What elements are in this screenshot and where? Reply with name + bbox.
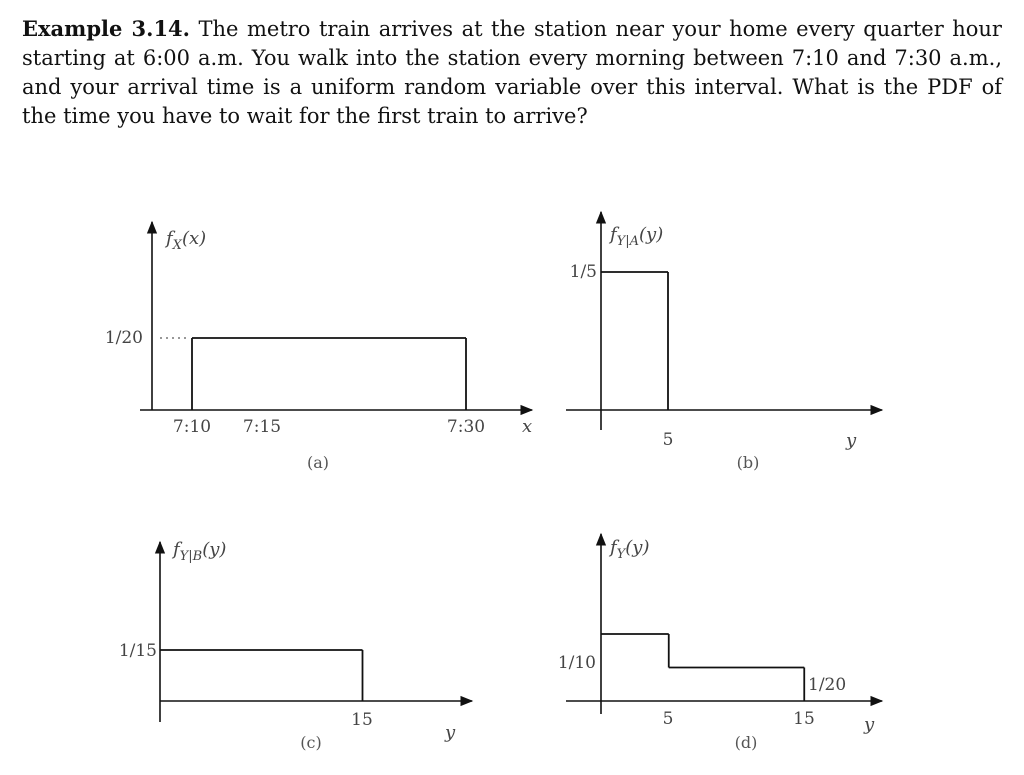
panel-b — [566, 212, 882, 472]
panel-a-x-tick-715: 7:15 — [242, 417, 282, 437]
panel-d-ylabel: $f_Y(y)$ — [610, 537, 650, 562]
panel-d-xlabel: y — [864, 714, 875, 735]
panel-a-xlabel: x — [522, 416, 533, 437]
panel-c-y-tick: 1/15 — [118, 641, 157, 661]
example-heading: Example 3.14. — [22, 16, 190, 41]
panel-a-x-tick-710: 7:10 — [172, 417, 212, 437]
panel-d-x-tick-5: 5 — [662, 709, 674, 729]
panel-c-x-tick-15: 15 — [351, 710, 373, 730]
panel-a-ylabel: $f_X(x)$ — [166, 228, 207, 253]
panel-c-caption: (c) — [300, 733, 322, 752]
panel-a — [105, 222, 532, 472]
panel-d-step-label: 1/20 — [808, 675, 847, 695]
panel-b-xlabel: y — [846, 430, 857, 451]
panel-d-y-tick: 1/10 — [557, 653, 596, 673]
example-text: The metro train arrives at the station near your home every quarter hour starting at 6:00 a.m. You walk into the station every morning between 7:10 and 7:30 a.m., and your arrival time is a uniform random variable over this interval. What is the PDF of the time you have to wait for the first train to arrive? — [22, 17, 1002, 128]
panel-c-ylabel: $f_{Y|B}(y)$ — [173, 539, 227, 564]
panel-a-y-tick: 1/20 — [104, 328, 143, 348]
panel-a-x-tick-730: 7:30 — [446, 417, 486, 437]
panel-b-ylabel: $f_{Y|A}(y)$ — [610, 224, 664, 249]
panel-c-xlabel: y — [445, 722, 456, 743]
panel-b-y-tick: 1/5 — [569, 262, 597, 282]
panel-d-caption: (d) — [734, 733, 758, 752]
panel-c — [119, 539, 472, 752]
panel-b-x-tick-5: 5 — [662, 430, 674, 450]
panel-a-caption: (a) — [306, 453, 330, 472]
panel-d-x-tick-15: 15 — [793, 709, 815, 729]
panel-b-caption: (b) — [736, 453, 760, 472]
panel-d — [558, 534, 882, 752]
